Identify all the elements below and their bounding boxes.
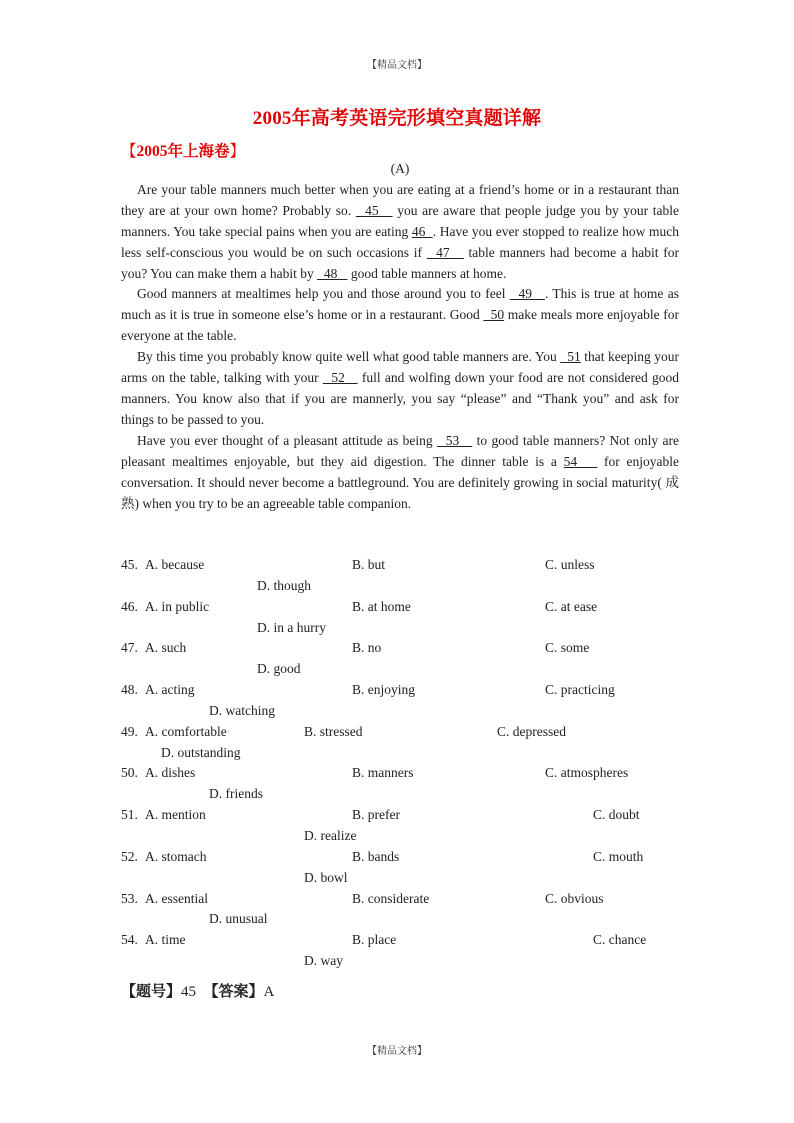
question-row-continued — [121, 826, 679, 847]
question-row — [121, 555, 679, 576]
question-row — [121, 597, 679, 618]
option-b: B. considerate — [352, 890, 430, 906]
question-row-continued — [121, 909, 679, 930]
question-row — [121, 722, 679, 743]
passage-marker: (A) — [390, 161, 410, 176]
blank-48: 48 — [317, 265, 348, 281]
blank-47: 47 — [426, 244, 464, 260]
question-row — [121, 763, 679, 784]
option-d: D. realize — [304, 827, 357, 843]
question-number-value: 45 — [181, 984, 197, 1000]
option-a: A. essential — [145, 890, 208, 906]
option-d: D. in a hurry — [257, 619, 326, 635]
option-a: A. comfortable — [145, 723, 227, 739]
passage-text: By this time you probably know quite well what good table manners are. You — [137, 349, 561, 365]
question-list — [121, 555, 679, 972]
option-d: D. good — [257, 661, 301, 677]
question-row — [121, 847, 679, 868]
question-row-continued — [121, 743, 679, 764]
passage-text: you are aware that people judge you by your table manners. You take special pains when you are eating — [121, 202, 679, 239]
question-row — [121, 930, 679, 951]
option-d: D. way — [304, 953, 343, 969]
blank-54: 54 — [563, 453, 598, 469]
option-a: A. in public — [145, 598, 210, 614]
passage-text: table manners had become a habit for you? You can make them a habit by — [121, 244, 680, 281]
option-a: A. because — [145, 557, 205, 572]
option-c: C. obvious — [545, 890, 604, 906]
blank-46: 46 — [411, 223, 433, 239]
question-number: 48. — [121, 682, 138, 698]
option-b: B. bands — [352, 848, 400, 864]
option-d: D. though — [257, 577, 311, 593]
option-d: D. friends — [209, 786, 263, 802]
question-row-continued — [121, 659, 679, 680]
blank-49: 49 — [509, 286, 545, 302]
passage-text: full and wolfing down your food are not considered good manners. You know also that if you are mannerly, you say “please” and “Thank you” and ask for things to be passed to you. — [121, 370, 679, 427]
passage-paragraph-3 — [121, 347, 679, 431]
question-row-continued — [121, 618, 679, 639]
blank-52: 52 — [322, 370, 358, 386]
option-c: C. at ease — [545, 598, 598, 614]
passage-paragraph-4 — [121, 431, 679, 515]
page-footer: 【精品文档】 — [367, 1046, 427, 1057]
option-d: D. bowl — [304, 869, 348, 885]
passage-text: Have you ever thought of a pleasant attitude as being — [137, 432, 437, 448]
blank-51: 51 — [560, 349, 581, 365]
option-b: B. but — [352, 557, 386, 572]
passage-paragraph-2 — [121, 284, 679, 347]
page-header: 【精品文档】 — [367, 60, 427, 71]
option-c: C. unless — [545, 557, 595, 572]
answer-value: A — [263, 984, 275, 1000]
question-row — [121, 680, 679, 701]
question-row-continued — [121, 951, 679, 972]
option-c: C. depressed — [497, 723, 566, 739]
blank-53: 53 — [437, 432, 473, 448]
passage-text: to good table manners? Not only are pleasant mealtimes enjoyable, but they aid digestion. The dinner table is a — [121, 432, 679, 469]
passage-text: good table manners at home. — [347, 265, 507, 281]
passage-text: . This is true at home as much as it is true in someone else’s home or in a restaurant. Good — [121, 286, 679, 323]
section-label — [121, 139, 245, 161]
option-c: C. mouth — [593, 848, 644, 864]
option-b: B. prefer — [352, 807, 400, 823]
answer-line — [121, 980, 274, 1001]
passage-paragraph-1 — [121, 180, 679, 285]
option-a: A. dishes — [145, 765, 196, 781]
question-number: 54. — [121, 932, 138, 948]
option-d: D. outstanding — [161, 744, 241, 760]
option-a: A. acting — [145, 682, 195, 698]
passage-text: for enjoyable conversation. It should never become a battleground. You are definitely growing in social maturity( 成熟) when you try to be an agreeable table companion. — [121, 453, 680, 511]
option-a: A. mention — [145, 807, 206, 823]
question-row — [121, 889, 679, 910]
document-title: 2005年高考英语完形填空真题详解 — [252, 108, 542, 129]
question-row — [121, 638, 679, 659]
question-number: 53. — [121, 890, 138, 906]
question-row — [121, 805, 679, 826]
passage-text: that keeping your arms on the table, talking with your — [121, 349, 679, 386]
question-number: 46. — [121, 598, 138, 614]
option-b: B. enjoying — [352, 682, 415, 698]
option-c: C. practicing — [545, 682, 615, 698]
option-b: B. at home — [352, 598, 411, 614]
option-b: B. manners — [352, 765, 414, 781]
option-b: B. stressed — [304, 723, 363, 739]
option-c: C. doubt — [593, 807, 640, 823]
question-number: 50. — [121, 765, 138, 781]
blank-45: 45 — [355, 202, 393, 218]
question-row-continued — [121, 701, 679, 722]
option-a: A. stomach — [145, 848, 207, 864]
option-b: B. no — [352, 640, 382, 656]
question-row-continued — [121, 868, 679, 889]
answer-tag: 【答案】 — [203, 984, 264, 1000]
question-row-continued — [121, 576, 679, 597]
section-bracket-close: 】 — [229, 143, 246, 160]
question-number: 51. — [121, 807, 138, 823]
section-bracket-open: 【 — [121, 143, 137, 160]
passage-text: make meals more enjoyable for everyone at the table. — [121, 307, 679, 344]
passage-text: . Have you ever stopped to realize how much less self-conscious you would be on such occasions if — [121, 223, 679, 260]
option-d: D. unusual — [209, 911, 268, 927]
cloze-passage — [121, 159, 679, 514]
option-d: D. watching — [209, 702, 275, 718]
option-c: C. some — [545, 640, 590, 656]
blank-50: 50 — [483, 307, 505, 323]
section-name: 2005年上海卷 — [136, 143, 230, 160]
question-number-tag: 【题号】 — [121, 984, 182, 1000]
question-row-continued — [121, 784, 679, 805]
option-a: A. such — [145, 640, 187, 656]
option-a: A. time — [145, 932, 186, 948]
question-number: 47. — [121, 640, 138, 656]
option-c: C. atmospheres — [545, 765, 629, 781]
question-number: 52. — [121, 848, 138, 864]
question-number: 49. — [121, 723, 138, 739]
option-c: C. chance — [593, 932, 647, 948]
question-number: 45. — [121, 557, 138, 572]
passage-text: Are your table manners much better when you are eating at a friend’s home or in a restaurant than they are at your own home? Probably so. — [121, 181, 679, 218]
passage-text: Good manners at mealtimes help you and those around you to feel — [137, 286, 510, 302]
option-b: B. place — [352, 932, 397, 948]
